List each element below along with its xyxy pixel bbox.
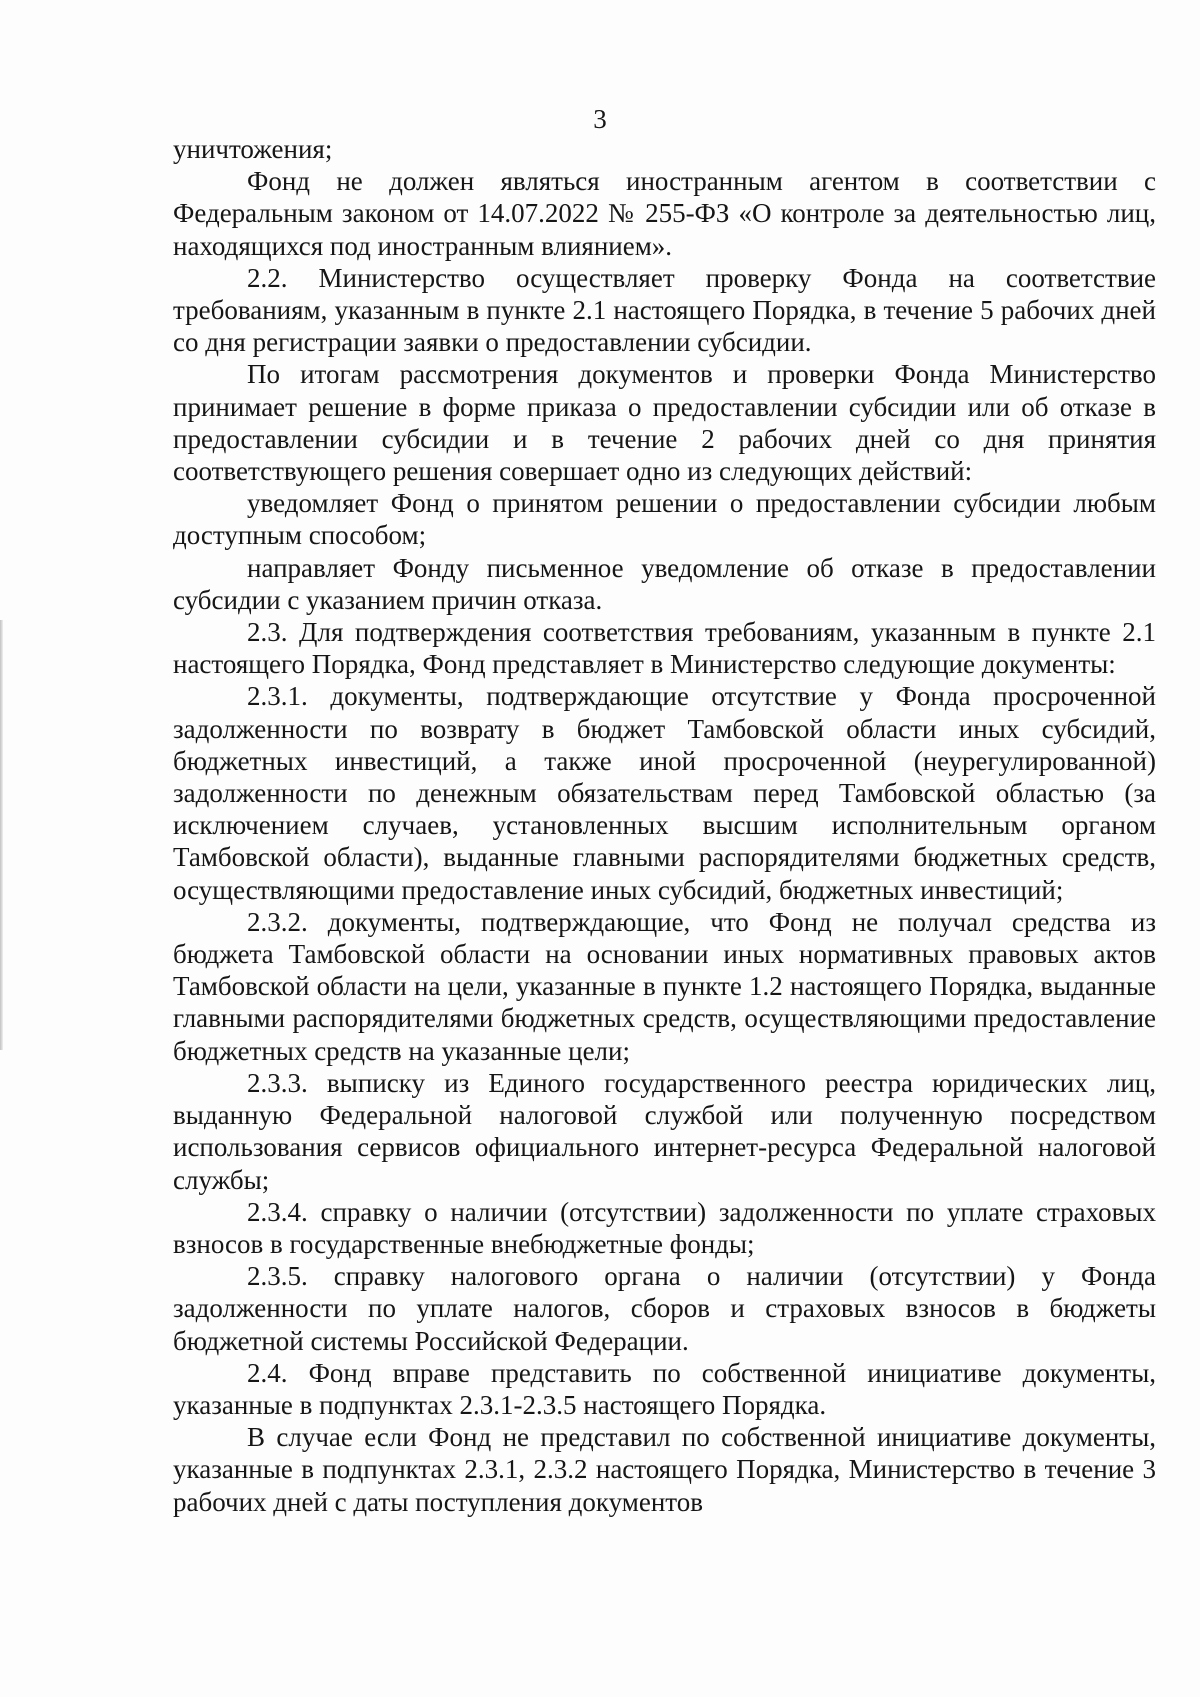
paragraph: направляет Фонду письменное уведомление об отказе в предоставлении субсидии с указанием причин отказа. bbox=[173, 552, 1156, 615]
paragraph: В случае если Фонд не представил по собственной инициативе документы, указанные в подпунктах 2.3.1, 2.3.2 настоящего Порядка, Министерство в течение 3 рабочих дней с даты поступления документов bbox=[173, 1422, 1156, 1517]
paragraph-2-2: 2.2. Министерство осуществляет проверку Фонда на соответствие требованиям, указанным в пункте 2.1 настоящего Порядка, в течение 5 рабочих дней со дня регистрации заявки о предоставлении субсидии. bbox=[173, 262, 1156, 358]
document-body bbox=[173, 133, 1156, 1518]
paragraph-2-3-3: 2.3.3. выписку из Единого государственного реестра юридических лиц, выданную Федеральной налоговой службой или полученную посредством использования сервисов официального интернет-ресурса Федеральной налоговой службы; bbox=[173, 1067, 1156, 1195]
paragraph: Фонд не должен являться иностранным агентом в соответствии с Федеральным законом от 14.07.2022 № 255-ФЗ «О контроле за деятельностью лиц, находящихся под иностранным влиянием». bbox=[173, 166, 1156, 261]
paragraph-2-4: 2.4. Фонд вправе представить по собственной инициативе документы, указанные в подпунктах 2.3.1-2.3.5 настоящего Порядка. bbox=[173, 1357, 1156, 1420]
paragraph-2-3-1: 2.3.1. документы, подтверждающие отсутствие у Фонда просроченной задолженности по возврату в бюджет Тамбовской области иных субсидий, бюджетных инвестиций, а также иной просроченной (неурегулированной) задолженности по денежным обязательствам перед Тамбовской областью (за исключением случаев, установленных высшим исполнительным органом Тамбовской области), выданные главными распорядителями бюджетных средств, осуществляющими предоставление иных субсидий, бюджетных инвестиций; bbox=[173, 681, 1156, 905]
paragraph-2-3: 2.3. Для подтверждения соответствия требованиям, указанным в пункте 2.1 настоящего Порядка, Фонд представляет в Министерство следующие документы: bbox=[173, 617, 1156, 680]
paragraph-2-3-4: 2.3.4. справку о наличии (отсутствии) задолженности по уплате страховых взносов в государственные внебюджетные фонды; bbox=[173, 1196, 1156, 1259]
paragraph-2-3-2: 2.3.2. документы, подтверждающие, что Фонд не получал средства из бюджета Тамбовской области на основании иных нормативных правовых актов Тамбовской области на цели, указанные в пункте 1.2 настоящего Порядка, выданные главными распорядителями бюджетных средств, осуществляющими предоставление бюджетных средств на указанные цели; bbox=[173, 906, 1156, 1066]
paragraph: По итогам рассмотрения документов и проверки Фонда Министерство принимает решение в форме приказа о предоставлении субсидии или об отказе в предоставлении субсидии и в течение 2 рабочих дней со дня принятия соответствующего решения совершает одно из следующих действий: bbox=[173, 359, 1156, 487]
paragraph: уведомляет Фонд о принятом решении о предоставлении субсидии любым доступным способом; bbox=[173, 488, 1156, 551]
scan-shadow-edge bbox=[0, 620, 3, 1050]
paragraph-2-3-5: 2.3.5. справку налогового органа о наличии (отсутствии) у Фонда задолженности по уплате налогов, сборов и страховых взносов в бюджеты бюджетной системы Российской Федерации. bbox=[173, 1261, 1156, 1356]
paragraph-continuation: уничтожения; bbox=[173, 134, 333, 164]
page-number: 3 bbox=[593, 104, 607, 134]
